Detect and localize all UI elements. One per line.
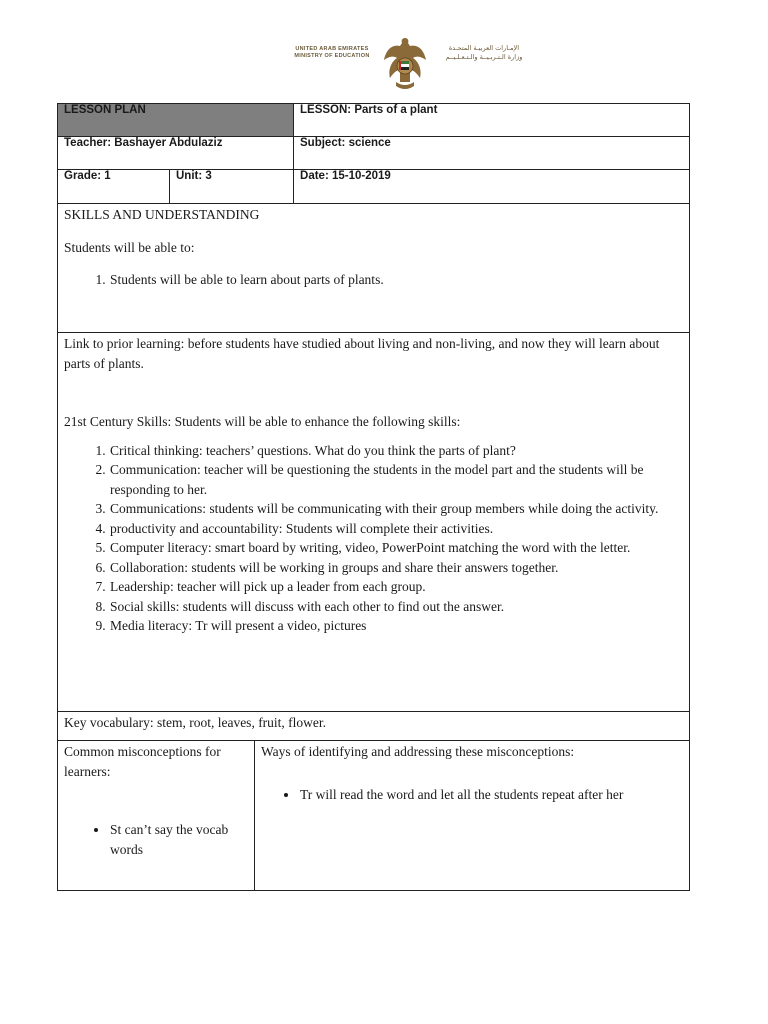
list-item: • St can’t say the vocab words [109, 820, 248, 859]
list-item: • Tr will read the word and let all the students repeat after her [299, 786, 683, 803]
lesson-plan-label: LESSON PLAN [58, 104, 294, 137]
eagle-emblem-icon [382, 32, 428, 92]
list-item: 9. Media literacy: Tr will present a video, pictures [109, 616, 683, 636]
logo-arabic-text: الإمـارات العربيـة المتحـدة وزارة الـتـربـيــة والـتـعـلـيــم [445, 44, 523, 61]
list-item: 6. Collaboration: students will be working in groups and share their answers together. [109, 558, 683, 578]
list-item: 3. Communications: students will be communicating with their group members while doing the activity. [109, 499, 683, 519]
plan-row-lesson [58, 104, 690, 137]
list-item: 1. Critical thinking: teachers’ questions. What do you think the parts of plant? [109, 441, 683, 461]
prior-learning-section [58, 333, 690, 712]
list-item: 1. Students will be able to learn about parts of plants. [109, 270, 683, 290]
skills-intro: Students will be able to: [64, 239, 195, 255]
skills-section [58, 204, 690, 333]
lesson-plan-table [57, 103, 690, 891]
logo-english-text: UNITED ARAB EMIRATES MINISTRY OF EDUCATION [294, 46, 370, 59]
list-item: 5. Computer literacy: smart board by writing, video, PowerPoint matching the word with the letter. [109, 538, 683, 558]
misconceptions-section [58, 741, 690, 891]
skills-heading: SKILLS AND UNDERSTANDING [64, 207, 260, 222]
date: Date: 15-10-2019 [294, 170, 690, 204]
lesson-title: LESSON: Parts of a plant [294, 104, 690, 137]
plan-row-grade [58, 170, 690, 204]
teacher-name: Teacher: Bashayer Abdulaziz [58, 137, 294, 170]
misconceptions-heading: Common misconceptions for learners: [64, 744, 221, 779]
grade: Grade: 1 [58, 170, 170, 204]
addressing-list [261, 786, 683, 803]
misconceptions-right [255, 741, 690, 891]
list-item: 2. Communication: teacher will be questioning the students in the model part and the students will be responding to her. [109, 460, 683, 499]
unit: Unit: 3 [170, 170, 294, 204]
key-vocabulary: Key vocabulary: stem, root, leaves, fruit, flower. [58, 712, 690, 741]
misconceptions-list [64, 820, 248, 859]
skills-list [64, 270, 683, 290]
prior-learning-text: Link to prior learning: before students have studied about living and non-living, and now they will learn about parts of plants. [64, 336, 660, 371]
addressing-heading: Ways of identifying and addressing these misconceptions: [261, 744, 575, 759]
list-item: 7. Leadership: teacher will pick up a leader from each group. [109, 577, 683, 597]
ministry-logo [288, 32, 538, 92]
list-item: 4. productivity and accountability: Students will complete their activities. [109, 519, 683, 539]
vocab-section [58, 712, 690, 741]
subject: Subject: science [294, 137, 690, 170]
century-skills-heading: 21st Century Skills: Students will be able to enhance the following skills: [64, 414, 461, 429]
century-skills-list [64, 441, 683, 636]
list-item: 8. Social skills: students will discuss with each other to find out the answer. [109, 597, 683, 617]
misconceptions-left [58, 741, 255, 891]
plan-row-teacher [58, 137, 690, 170]
